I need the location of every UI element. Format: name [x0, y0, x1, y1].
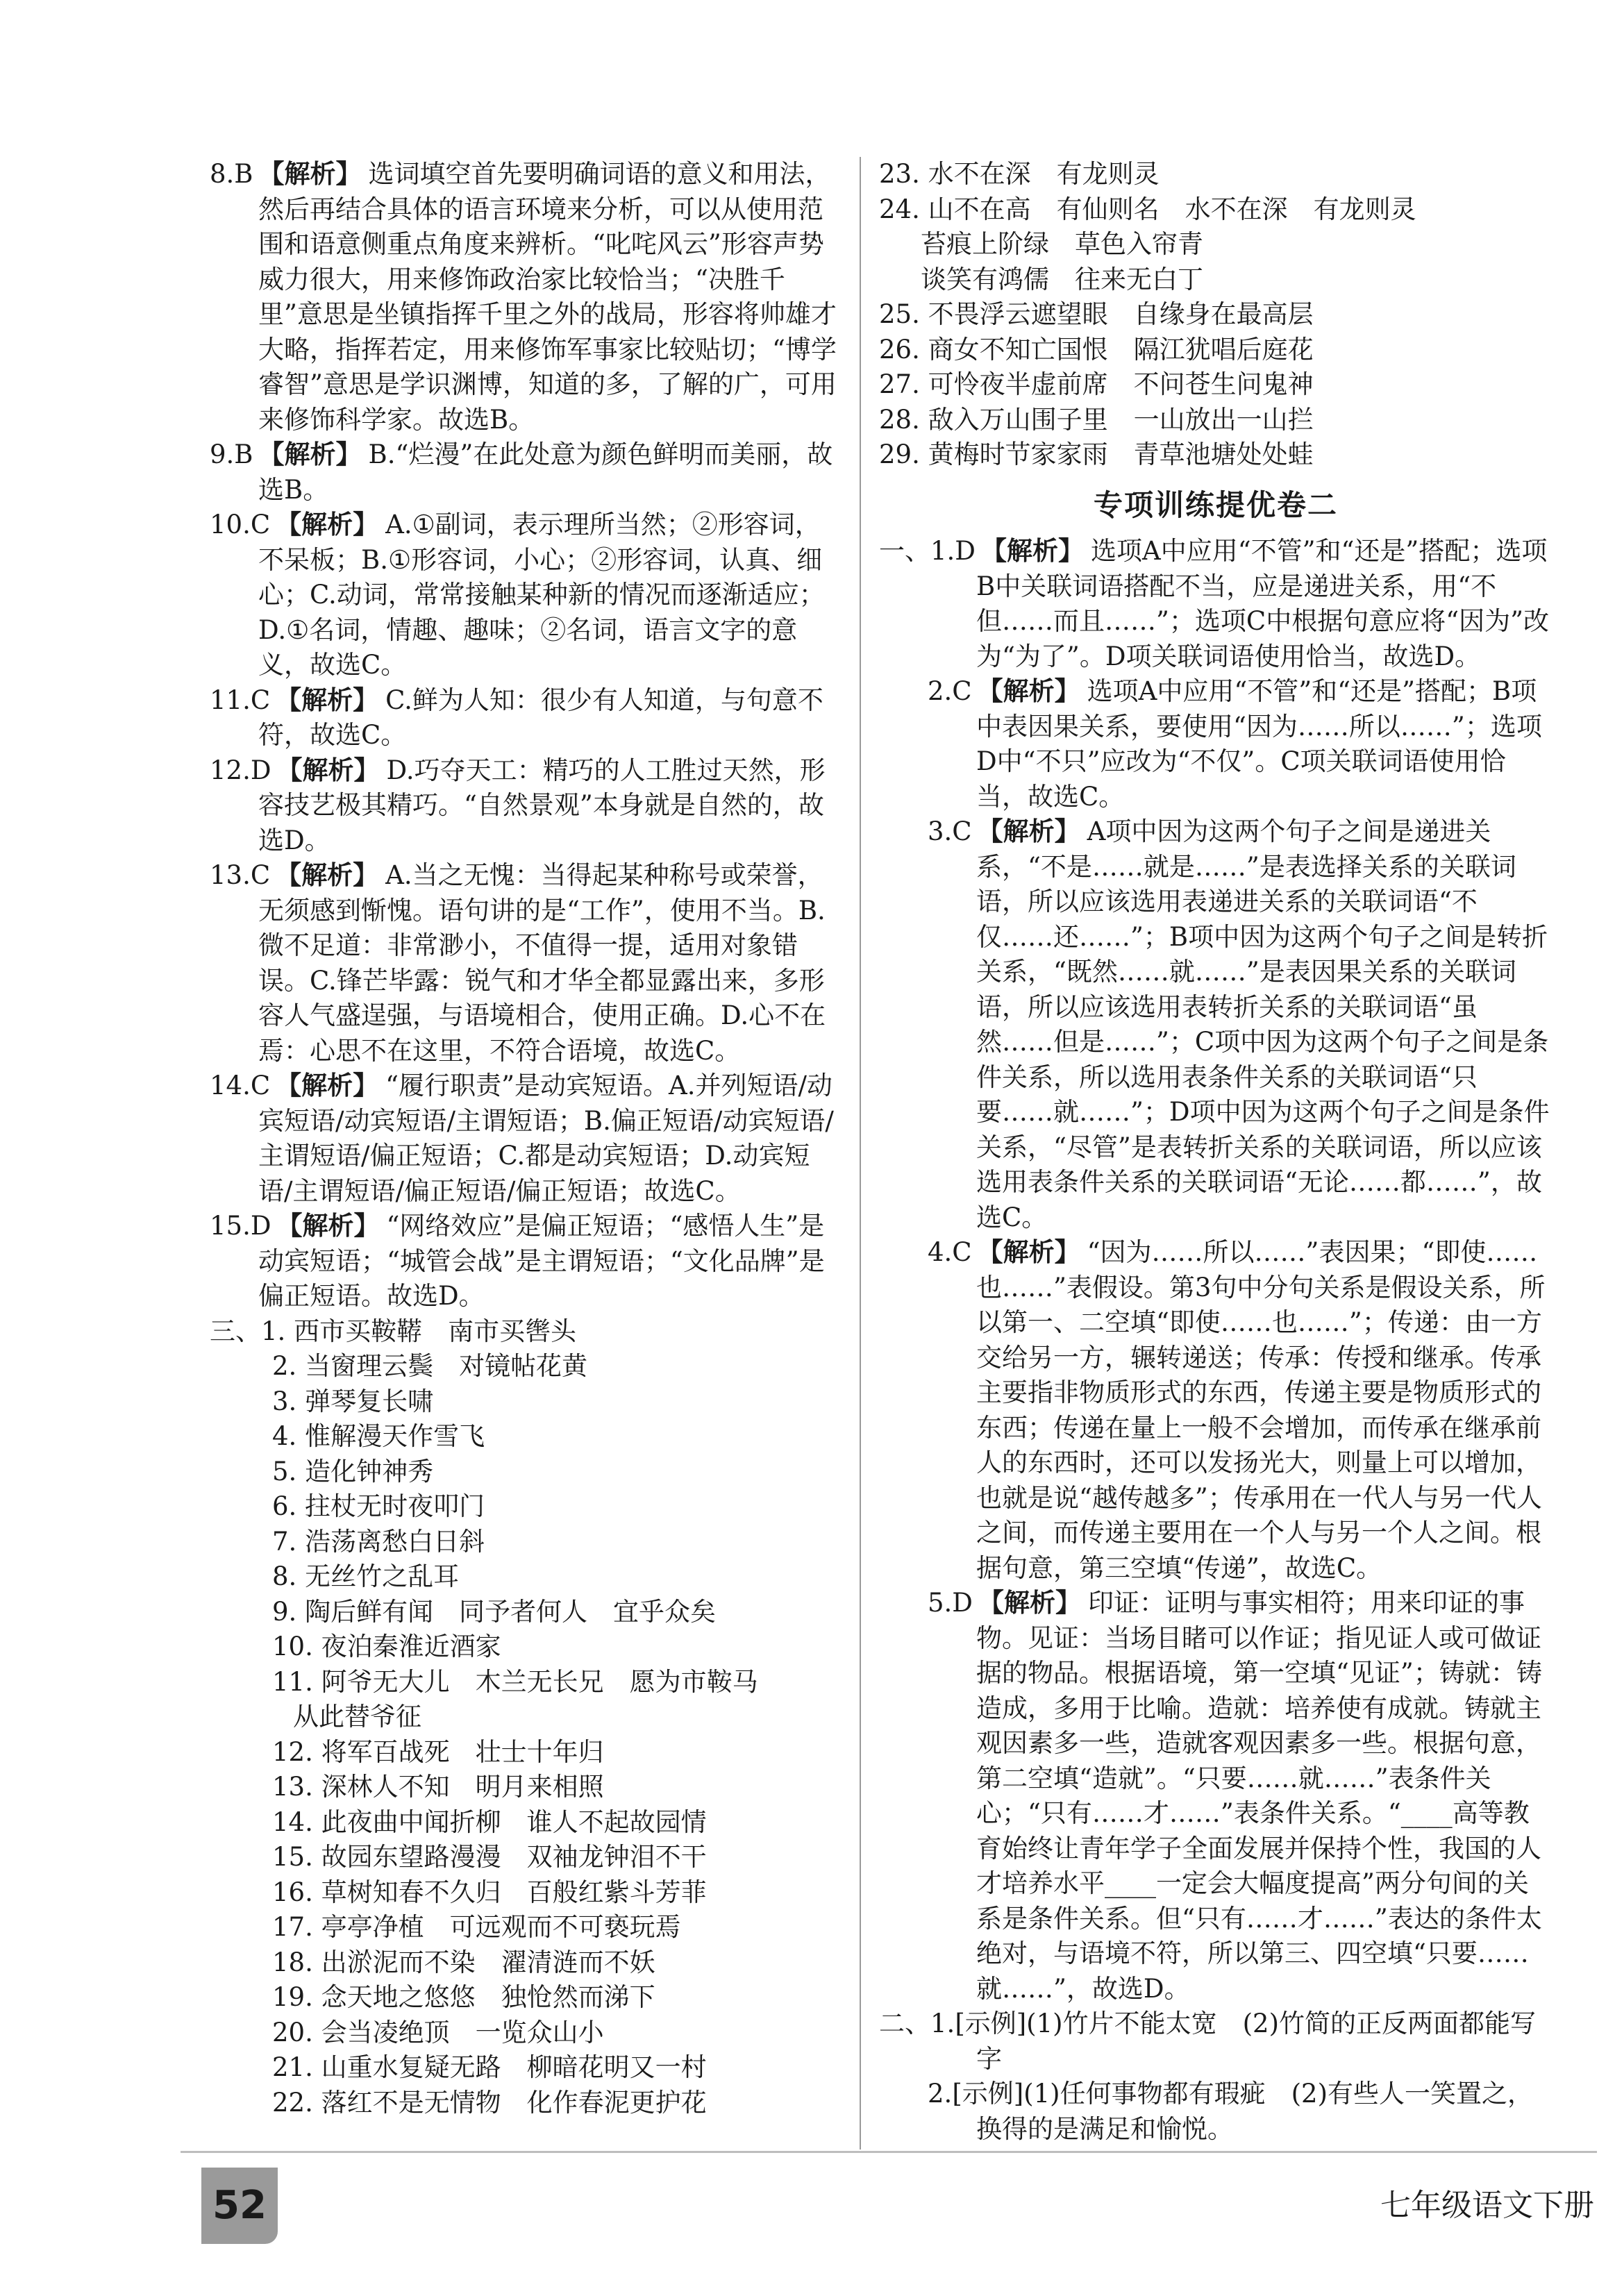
answer-number: 15.D: [210, 1211, 271, 1241]
column-divider: [860, 157, 861, 2150]
fill-line: 24. 山不在高 有仙则名 水不在深 有龙则灵: [879, 194, 1416, 224]
fill-line: 25. 不畏浮云遮望眼 自缘身在最高层: [879, 299, 1314, 329]
fill-line: 29. 黄梅时节家家雨 青草池塘处处蛙: [879, 439, 1314, 469]
answer-11: [210, 683, 842, 753]
answer-number: 11.C: [210, 685, 271, 715]
answer-4: [879, 1235, 1553, 1586]
analysis-tag: 【解析】: [980, 536, 1084, 566]
answer-15: [210, 1209, 842, 1314]
fill-line: 15. 故园东望路漫漫 双袖龙钟泪不干: [272, 1842, 707, 1872]
answer-13: [210, 858, 842, 1069]
fill-line: 18. 出淤泥而不染 濯清涟而不妖: [272, 1947, 655, 1977]
fill-line: 19. 念天地之悠悠 独怆然而涕下: [272, 1982, 655, 2012]
analysis-tag: 【解析】: [258, 439, 362, 469]
fill-line: 9. 陶后鲜有闻 同予者何人 宜乎众矣: [272, 1596, 717, 1627]
analysis-tag: 【解析】: [276, 860, 379, 890]
answer-number: 一、1.D: [879, 536, 976, 566]
fill-line: 21. 山重水复疑无路 柳暗花明又一村: [272, 2052, 707, 2082]
answer-text: “因为……所以……”表因果；“即使……也……”表假设。第3句中分句关系是假设关系，所以第一、二空填“即使……也……”；传递：由一方交给另一方，辗转递送；传承：传授和继承。传承主要指非物质形式的东西，传递主要是物质形式的东西；传递在量上一般不会增加，而传承在继承前人的东西时，还可以发扬光大，则量上可以增加，也就是说“越传越多”；传承用在一代人与另一代人之间，而传递主要用在一个人与另一个人之间。根据句意，第三空填“传递”，故选C。: [976, 1237, 1546, 1583]
answer-number: 14.C: [210, 1071, 271, 1100]
answer-text: “网络效应”是偏正短语；“感悟人生”是动宾短语；“城管会战”是主谓短语；“文化品牌”是偏正短语。故选D。: [258, 1211, 825, 1311]
fill-line: 苔痕上阶绿 草色入帘青: [921, 229, 1203, 259]
analysis-tag: 【解析】: [276, 1211, 380, 1241]
fill-line: 23. 水不在深 有龙则灵: [879, 159, 1160, 189]
fill-line: 22. 落红不是无情物 化作春泥更护花: [272, 2087, 707, 2118]
answer-2: [879, 674, 1553, 814]
analysis-tag: 【解析】: [258, 159, 362, 189]
answer-12: [210, 753, 842, 859]
fill-line: 26. 商女不知亡国恨 隔江犹唱后庭花: [879, 334, 1314, 364]
answer-number: 10.C: [210, 510, 271, 539]
answer-3: [879, 814, 1553, 1235]
fill-line: 6. 拄杖无时夜叩门: [272, 1491, 485, 1521]
answer-9: [210, 437, 842, 508]
answer-10: [210, 508, 842, 683]
analysis-tag: 【解析】: [276, 1071, 379, 1100]
answer-number: 13.C: [210, 860, 271, 890]
answer-text: “履行职责”是动宾短语。A.并列短语/动宾短语/动宾短语/主谓短语；B.偏正短语/动宾短语/主谓短语/偏正短语；C.都是动宾短语；D.动宾短语/主谓短语/偏正短语/偏正短语；故选C。: [258, 1071, 834, 1206]
fill-line: 14. 此夜曲中闻折柳 谁人不起故园情: [272, 1807, 707, 1837]
analysis-tag: 【解析】: [977, 676, 1080, 706]
analysis-tag: 【解析】: [276, 510, 379, 539]
fill-in-section-left: [210, 1314, 842, 2121]
book-label: 七年级语文下册: [1380, 2188, 1594, 2223]
answer-5: [879, 1586, 1553, 2006]
answer-text: C.鲜为人知：很少有人知道，与句意不符，故选C。: [258, 685, 823, 750]
analysis-tag: 【解析】: [276, 755, 380, 785]
answer-text: 选项A中应用“不管”和“还是”搭配；选项B中关联词语搭配不当，应是递进关系，用“不但……而且……”；选项C中根据句意应将“因为”改为“为了”。D项关联词语使用恰当，故选D。: [976, 536, 1550, 671]
answer-1: [879, 534, 1553, 674]
answer-text: A项中因为这两个句子之间是递进关系，“不是……就是……”是表选择关系的关联词语，所以应该选用表递进关系的关联词语“不仅……还……”；B项中因为这两个句子之间是转折关系，“既然……就……”是表因果关系的关联词语，所以应该选用表转折关系的关联词语“虽然……但是……”；C项中因为这两个句子之间是条件关系，所以选用表条件关系的关联词语“只要……就……”；D项中因为这两个句子之间是条件关系，“尽管”是表转折关系的关联词语，所以应该选用表条件关系的关联词语“无论……都……”，故选C。: [976, 816, 1550, 1232]
fill-line: 从此替爷征: [293, 1702, 421, 1732]
fill-line: 10. 夜泊秦淮近酒家: [272, 1632, 501, 1661]
answer-text: A.①副词，表示理所当然；②形容词，不呆板；B.①形容词，小心；②形容词，认真、细心；C.动词，常常接触某种新的情况而逐渐适应；D.①名词，情趣、趣味；②名词，语言文字的意义，故选C。: [258, 510, 825, 680]
answer-text: 选项A中应用“不管”和“还是”搭配；B项中表因果关系，要使用“因为……所以……”；选项D中“不只”应改为“不仅”。C项关联词语使用恰当，故选C。: [976, 676, 1542, 812]
fill-line: 3. 弹琴复长啸: [272, 1386, 434, 1416]
fill-line: 13. 深林人不知 明月来相照: [272, 1772, 604, 1802]
fill-line: 11. 阿爷无大儿 木兰无长兄 愿为市鞍马: [272, 1666, 758, 1697]
answer-number: 8.B: [210, 159, 253, 189]
answer-text: [示例](1)竹片不能太宽 (2)竹简的正反两面都能写字: [955, 2009, 1537, 2074]
footer-rule: [181, 2151, 1597, 2153]
analysis-tag: 【解析】: [977, 1237, 1080, 1267]
fill-line: 4. 惟解漫天作雪飞: [272, 1421, 485, 1451]
part-two-answer-2: [879, 2077, 1553, 2147]
answer-8: [210, 157, 842, 437]
answer-number: 2.: [928, 2079, 953, 2109]
answer-text: A.当之无愧：当得起某种称号或荣誉，无须感到惭愧。语句讲的是“工作”，使用不当。B.微不足道：非常渺小，不值得一提，适用对象错误。C.锋芒毕露：锐气和才华全都显露出来，多形容人气盛逞强，与语境相合，使用正确。D.心不在焉：心思不在这里，不符合语境，故选C。: [258, 860, 826, 1066]
answer-number: 12.D: [210, 755, 271, 785]
answer-number: 3.C: [928, 816, 972, 846]
answer-text: B.“烂漫”在此处意为颜色鲜明而美丽，故选B。: [258, 439, 833, 505]
fill-line: 2. 当窗理云鬓 对镜帖花黄: [272, 1351, 588, 1381]
fill-line: 三、1. 西市买鞍鞯 南市买辔头: [210, 1316, 577, 1346]
fill-line: 7. 浩荡离愁白日斜: [272, 1526, 485, 1557]
fill-line: 谈笑有鸿儒 往来无白丁: [921, 264, 1203, 294]
fill-line: 27. 可怜夜半虚前席 不问苍生问鬼神: [879, 369, 1314, 399]
analysis-tag: 【解析】: [276, 685, 379, 715]
answer-number: 4.C: [928, 1237, 972, 1267]
part-two-answer-1: [879, 2006, 1553, 2077]
answer-text: 选词填空首先要明确词语的意义和用法，然后再结合具体的语言环境来分析，可以从使用范围和语意侧重点角度来辨析。“叱咤风云”形容声势威力很大，用来修饰政治家比较恰当；“决胜千里”意思是坐镇指挥千里之外的战局，形容将帅雄才大略，指挥若定，用来修饰军事家比较贴切；“博学睿智”意思是学识渊博，知道的多，了解的广，可用来修饰科学家。故选B。: [258, 159, 837, 435]
analysis-tag: 【解析】: [978, 1588, 1081, 1618]
fill-line: 16. 草树知春不久归 百般红紫斗芳菲: [272, 1877, 707, 1907]
answer-text: [示例](1)任何事物都有瑕疵 (2)有些人一笑置之，换得的是满足和愉悦。: [952, 2079, 1534, 2144]
page-number: 52: [201, 2168, 278, 2244]
fill-line: 20. 会当凌绝顶 一览众山小: [272, 2017, 604, 2047]
answer-number: 2.C: [928, 676, 972, 706]
fill-line: 8. 无丝竹之乱耳: [272, 1561, 460, 1591]
answer-text: D.巧夺天工：精巧的人工胜过天然，形容技艺极其精巧。“自然景观”本身就是自然的，故选D。: [258, 755, 826, 855]
fill-line: 5. 造化钟神秀: [272, 1456, 434, 1486]
answer-number: 5.D: [928, 1588, 973, 1618]
right-column: [879, 157, 1553, 2147]
fill-line: 17. 亭亭净植 可远观而不可亵玩焉: [272, 1912, 681, 1942]
analysis-tag: 【解析】: [977, 816, 1080, 846]
answer-text: 印证：证明与事实相符；用来印证的事物。见证：当场目睹可以作证；指见证人或可做证据的物品。根据语境，第一空填“见证”；铸就：铸造成，多用于比喻。造就：培养使有成就。铸就主观因素多一些，造就客观因素多一些。根据句意，第二空填“造就”。“只要……就……”表条件关心；“只有……才……”表条件关系。“____高等教育始终让青年学子全面发展并保持个性，我国的人才培养水平____一定会大幅度提高”两分句间的关系是条件关系。但“只有……才……”表达的条件太绝对，与语境不符，所以第三、四空填“只要……就……”，故选D。: [976, 1588, 1542, 2004]
fill-line: 12. 将军百战死 壮士十年归: [272, 1736, 604, 1767]
section-title: 专项训练提优卷二: [1093, 487, 1338, 522]
answer-number: 二、1.: [879, 2009, 955, 2038]
fill-in-section-right: [879, 157, 1553, 473]
left-column: [210, 157, 842, 2120]
part-three-label: 三、: [210, 1316, 261, 1346]
answer-14: [210, 1069, 842, 1209]
fill-line: 28. 敌入万山围子里 一山放出一山拦: [879, 404, 1314, 435]
answer-number: 9.B: [210, 439, 253, 469]
